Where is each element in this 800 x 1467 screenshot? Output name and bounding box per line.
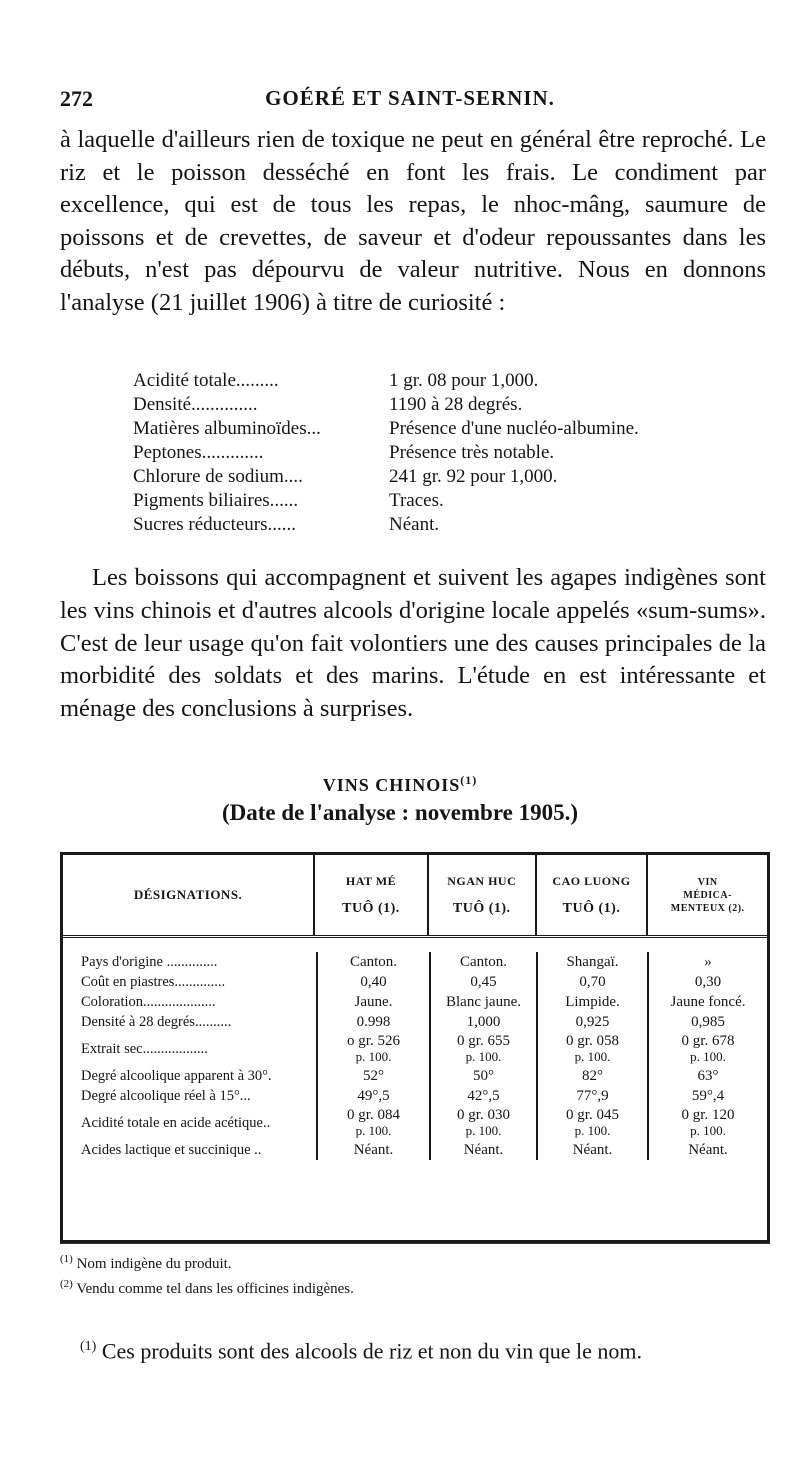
table-cell: 49°,5 [316,1086,429,1106]
header-line: MENTEUX (2). [670,902,745,914]
note-text: Vendu comme tel dans les officines indigènes. [76,1281,354,1297]
analysis-value: Traces. [389,490,444,511]
footnote-mark: (1) [80,1339,97,1354]
header-designations: DÉSIGNATIONS. [133,887,243,902]
table-cell: 0 gr. 084 p. 100. [316,1106,429,1140]
analysis-label: Pigments biliaires...... [133,490,299,511]
header-cao-luong [535,855,647,935]
row-label: Coût en piastres.............. [81,973,226,990]
table-cell: 42°,5 [429,1086,536,1106]
table-cell: » [647,952,767,972]
row-label: Acidité totale en acide acétique.. [81,1114,271,1131]
table-cell: 50° [429,1066,536,1086]
table-cell: 1,000 [429,1012,536,1032]
analysis-row [133,441,753,465]
note-mark: (1) [60,1253,73,1265]
table-cell: 0,40 [316,972,429,992]
table-row [63,952,767,972]
table-cell: Jaune. [316,992,429,1012]
analysis-label: Matières albuminoïdes... [133,418,321,439]
running-head: GOÉRÉ ET SAINT-SERNIN. [265,86,555,110]
table-notes [60,1249,760,1299]
analysis-row [133,369,753,393]
table-cell: 63° [647,1066,767,1086]
note-mark: (2) [60,1278,73,1290]
header-line: NGAN HUC [447,873,517,888]
page-number: 272 [60,86,93,111]
header-line: CAO LUONG [552,873,631,888]
table-row [63,1106,767,1140]
table-row [63,1066,767,1086]
paragraph-intro: à laquelle d'ailleurs rien de toxique ne peut en général être reproché. Le riz et le poisson desséché en font les frais. Le condiment par excellence, qui est de tous les repas, le nhoc-mâng, saumure de poissons et de crevettes, de saveur et d'odeur repoussantes dans les débuts, n'est pas dépourvu de valeur nutritive. Nous en donnons l'analyse (21 juillet 1906) à titre de curiosité : [60,126,766,316]
row-label: Extrait sec.................. [81,1040,208,1057]
table-cell: Jaune foncé. [647,992,767,1012]
note-text: Nom indigène du produit. [76,1256,232,1272]
paragraph-boissons: Les boissons qui accompagnent et suivent les agapes indigènes sont les vins chinois et d'autres alcools d'origine locale appelés «sum-sums». C'est de leur usage qu'on fait volontiers une des causes principales de la morbidité des soldats et des marins. L'étude en est intéressante et ménage des conclusions à surprises. [60,564,766,723]
analysis-label: Densité.............. [133,394,258,415]
analysis-value: Présence d'une nucléo-albumine. [389,418,639,439]
analysis-label: Sucres réducteurs...... [133,514,297,535]
table-note [60,1249,760,1274]
analysis-label: Acidité totale......... [133,370,279,391]
table-row [63,1140,767,1160]
header-hat-me [313,855,427,935]
analysis-value: Présence très notable. [389,442,555,463]
table-cell: Limpide. [536,992,647,1012]
header-ngan-huc [427,855,535,935]
table-cell: Blanc jaune. [429,992,536,1012]
table-row [63,1012,767,1032]
row-label: Acides lactique et succinique .. [81,1141,262,1158]
analysis-label: Peptones............. [133,442,264,463]
row-label: Degré alcoolique apparent à 30°. [81,1067,272,1084]
wine-analysis-table [60,852,770,1243]
analysis-value: Néant. [389,514,440,535]
table-cell: 82° [536,1066,647,1086]
table-cell: 0 gr. 655 p. 100. [429,1032,536,1066]
analysis-value: 1190 à 28 degrés. [389,394,523,415]
analysis-row [133,465,753,489]
table-cell: 59°,4 [647,1086,767,1106]
table-title-text: VINS CHINOIS [322,775,461,795]
table-header-row [63,855,767,938]
analysis-row [133,513,753,537]
table-cell: 0 gr. 058 p. 100. [536,1032,647,1066]
table-title-note-mark: (1) [460,773,478,787]
row-label: Pays d'origine .............. [81,953,218,970]
table-notes-rule [60,1243,770,1244]
table-cell: 0 gr. 045 p. 100. [536,1106,647,1140]
table-cell: 52° [316,1066,429,1086]
header-line: TUÔ (1). [562,900,621,916]
analysis-row [133,417,753,441]
analysis-list [133,369,753,537]
analysis-value: 1 gr. 08 pour 1,000. [389,370,539,391]
analysis-row [133,489,753,513]
footnote-text: Ces produits sont des alcools de riz et non du vin que le nom. [101,1338,642,1364]
table-cell: 0 gr. 120 p. 100. [647,1106,767,1140]
table-cell: 0 gr. 030 p. 100. [429,1106,536,1140]
header-line: VIN [697,876,718,888]
row-label: Degré alcoolique réel à 15°... [81,1087,251,1104]
header-line: TUÔ (1). [452,900,511,916]
table-cell: Néant. [647,1140,767,1160]
table-cell: 0,30 [647,972,767,992]
table-cell: 0,925 [536,1012,647,1032]
table-cell: o gr. 526 p. 100. [316,1032,429,1066]
row-label: Coloration.................... [81,993,216,1010]
table-cell: Canton. [429,952,536,972]
table-cell: 77°,9 [536,1086,647,1106]
analysis-row [133,393,753,417]
table-cell: Shangaï. [536,952,647,972]
table-cell: 0,70 [536,972,647,992]
table-row [63,992,767,1012]
table-cell: Néant. [316,1140,429,1160]
table-cell: 0.998 [316,1012,429,1032]
table-cell: 0 gr. 678 p. 100. [647,1032,767,1066]
table-cell: Néant. [429,1140,536,1160]
table-body [63,938,767,1160]
header-line: HAT MÉ [345,873,397,888]
header-vin-medicamenteux [646,855,767,935]
analysis-value: 241 gr. 92 pour 1,000. [389,466,558,487]
page-header [60,86,760,114]
header-line: TUÔ (1). [342,900,400,916]
header-line: MÉDICA- [683,889,732,901]
table-cell: Canton. [316,952,429,972]
table-row [63,1086,767,1106]
table-title [0,773,800,796]
row-label: Densité à 28 degrés.......... [81,1013,232,1030]
table-subtitle: (Date de l'analyse : novembre 1905.) [221,800,579,825]
analysis-label: Chlorure de sodium.... [133,466,303,487]
table-row [63,972,767,992]
table-cell: Néant. [536,1140,647,1160]
table-row [63,1032,767,1066]
page-footnote [80,1333,770,1365]
table-cell: 0,45 [429,972,536,992]
table-cell: 0,985 [647,1012,767,1032]
table-note [60,1274,760,1299]
